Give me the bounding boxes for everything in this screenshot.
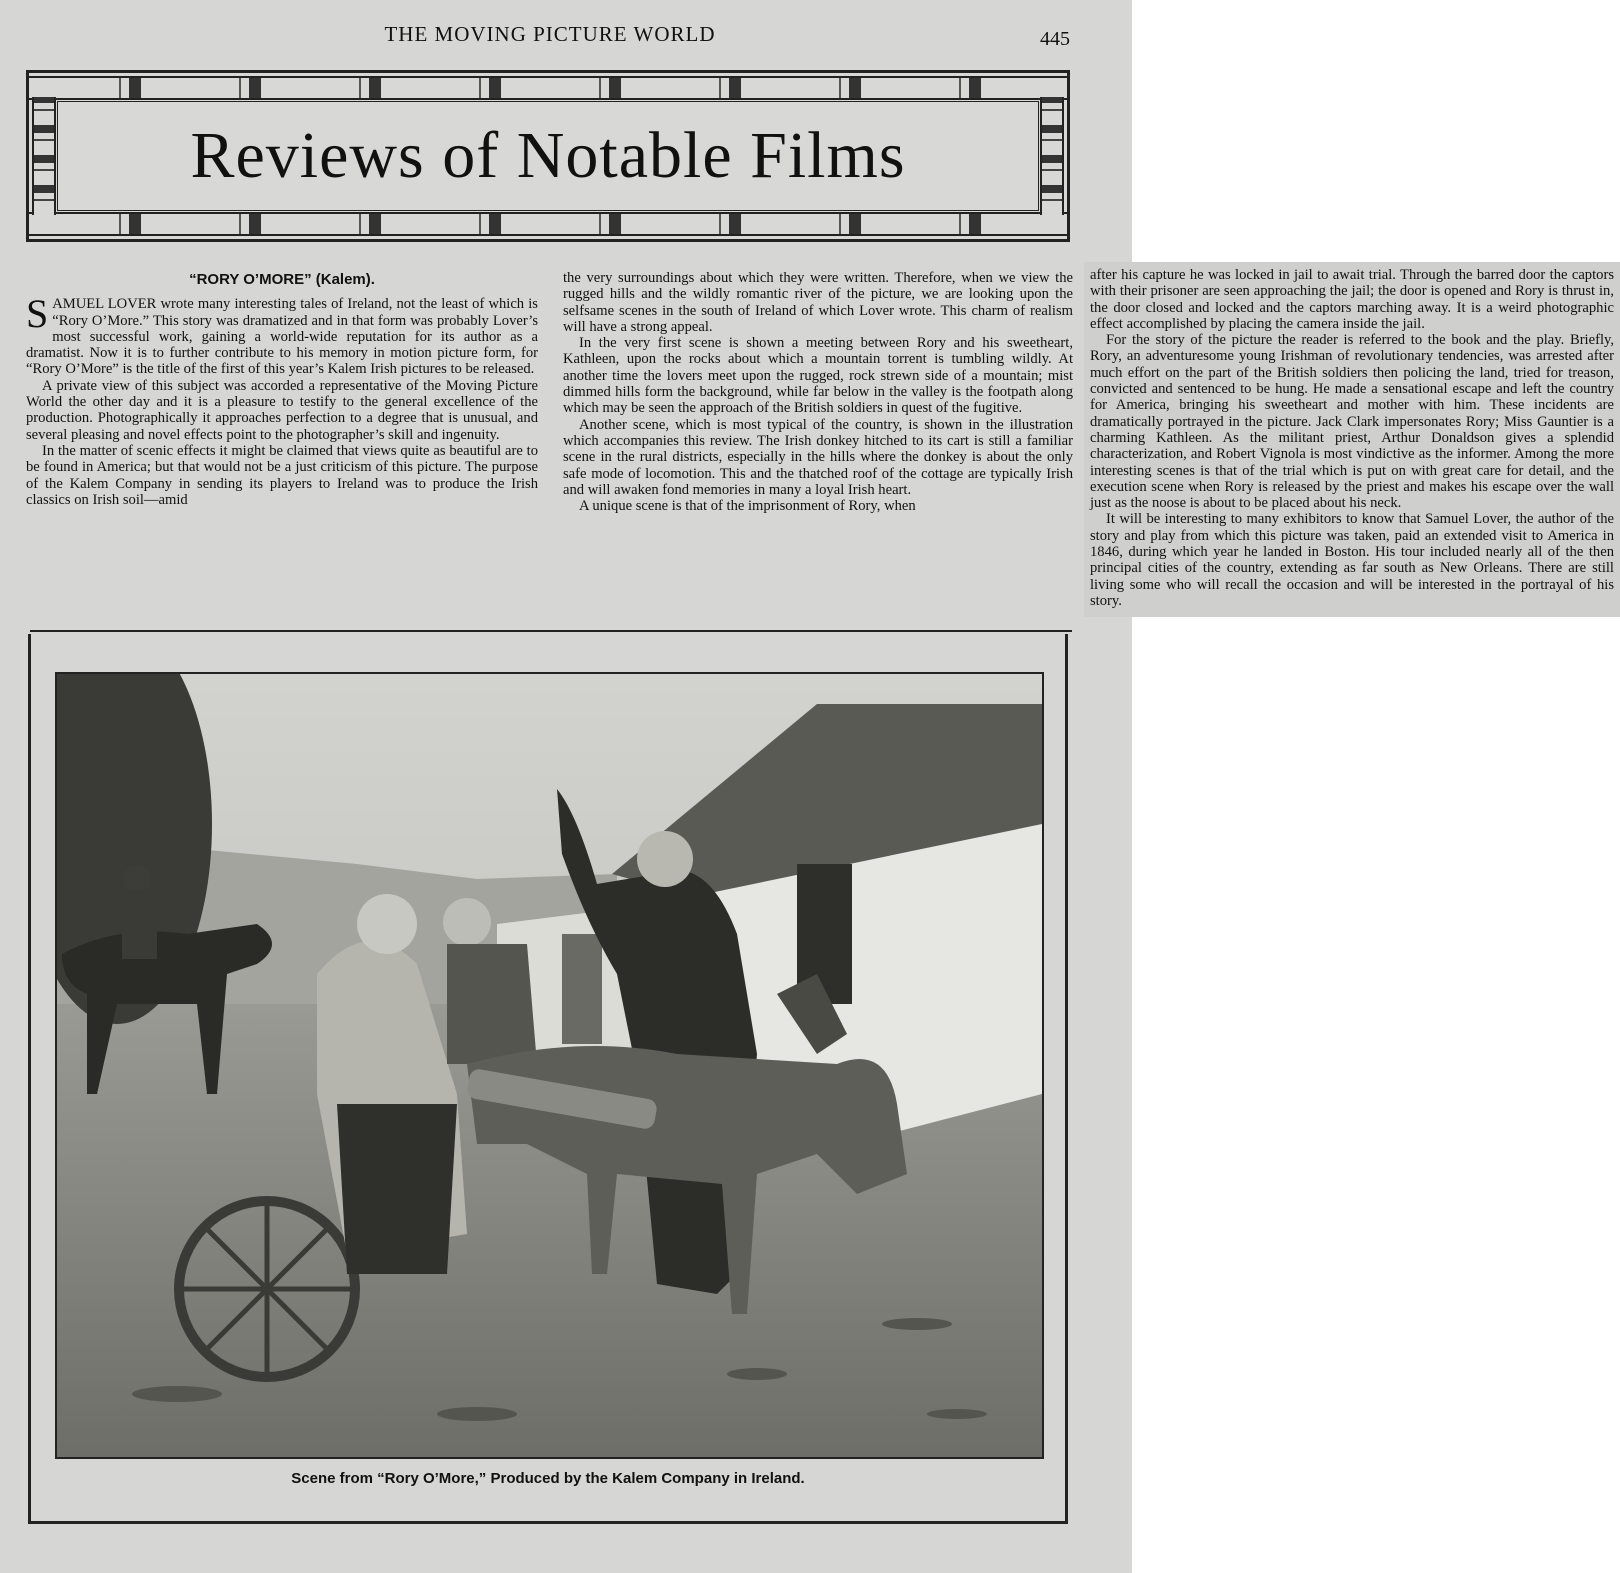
ornamental-border-right <box>1040 97 1064 215</box>
article-paragraph: It will be interesting to many exhibitors to know that Samuel Lover, the author of the story and play from which this picture was taken, paid an extended visit to America in 1846, during which year he landed in Boston. His tour included nearly all of the then principal cities of the country, extending as far south as New Orleans. There are still living some who will recall the occasion and will be interested in the portrayal of his story. <box>1090 511 1614 609</box>
review-title: “RORY O’MORE” (Kalem). <box>189 271 375 288</box>
banner-frame <box>55 99 1041 213</box>
figure-caption: Scene from “Rory O’More,” Produced by the Kalem Company in Ireland. <box>291 1470 805 1487</box>
article-paragraph: In the very first scene is shown a meeting between Rory and his sweetheart, Kathleen, upon the rocks about which a mountain torrent is tumbling wildly. At another time the lovers meet upon the rugged, rock strewn side of a mountain; mist dimmed hills form the background, while far below in the valley is the footpath along which may be seen the approach of the British soldiers in quest of the fugitive. <box>563 335 1073 417</box>
section-banner <box>26 70 1070 242</box>
page-number: 445 <box>1040 28 1070 50</box>
article-column-3 <box>1084 262 1620 617</box>
article-paragraph: A private view of this subject was accorded a representative of the Moving Picture World the other day and it is a pleasure to testify to the general excellence of the production. Photographically it approaches perfection to a degree that is unusual, and several pleasing and novel effects point to the photographer’s skill and ingenuity. <box>26 377 538 443</box>
drop-cap: S <box>26 291 49 337</box>
article-column-2 <box>563 270 1073 514</box>
article-paragraph: Another scene, which is most typical of the country, is shown in the illustration which accompanies this review. The Irish donkey hitched to its cart is still a familiar scene in the rural districts, especially in the hills where the donkey is about the only safe mode of locomotion. This and the thatched roof of the cottage are typically Irish and will awaken fond memories in many a loyal Irish heart. <box>563 416 1073 498</box>
article-paragraph: For the story of the picture the reader is referred to the book and the play. Briefly, Rory, an adventuresome young Irishman of revolutionary tendencies, was arrested after much effort on the part of the British soldiers then policing the land, tried for treason, convicted and sentenced to be hung. He made a sensational escape and left the country for America, bringing his sweetheart and mother with him. These incidents are dramatically portrayed in the picture. Jack Clark impersonates Rory; Miss Gauntier is a charming Kathleen. As the militant priest, Arthur Donaldson gives a splendid characterization, and Robert Vignola is most vindictive as the informer. Among the more interesting scenes is that of the trial which is put on with great care for detail, and the execution scene when Rory is released by the priest and makes his escape over the wall just as the noose is about to be placed about his neck. <box>1090 332 1614 512</box>
ornamental-border-left <box>32 97 56 215</box>
paragraph-text: AMUEL LOVER wrote many interesting tales of Ireland, not the least of which is “Rory O’More.” This story was dramatized and in that form was probably Lover’s most successful work, gaining a world-wide reputation for its author as a dramatist. Now it is to further contribute to his memory in motion picture form, for “Rory O’More” is the title of the first of this year’s Kalem Irish pictures to be released. <box>26 296 538 378</box>
article-paragraph: after his capture he was locked in jail to await trial. Through the barred door the captors with their prisoner are seen approaching the jail; the door is opened and Rory is thrust in, the door closed and locked and the captors marching away. It is a weird photographic effect accomplished by placing the camera inside the jail. <box>1090 267 1614 332</box>
ornamental-border-top <box>29 76 1067 100</box>
article-column-1 <box>26 272 538 508</box>
article-paragraph <box>26 291 538 378</box>
ornamental-border-bottom <box>29 212 1067 236</box>
photo-illustration <box>57 674 1042 1457</box>
running-head: THE MOVING PICTURE WORLD <box>384 22 716 46</box>
article-paragraph: A unique scene is that of the imprisonment of Rory, when <box>579 498 916 515</box>
section-title: Reviews of Notable Films <box>190 119 906 192</box>
article-paragraph: the very surroundings about which they were written. Therefore, when we view the rugged hills and the wildly romantic river of the picture, we are looking upon the selfsame scenes in the south of Ireland of which Lover wrote. This charm of realism will have a strong appeal. <box>563 270 1073 335</box>
horizontal-rule <box>30 630 1072 632</box>
article-paragraph: In the matter of scenic effects it might be claimed that views quite as beautiful are to be found in America; but that would not be a just criticism of this picture. The purpose of the Kalem Company in sending its players to Ireland was to produce the Irish classics on Irish soil—amid <box>26 442 538 508</box>
scene-photograph <box>55 672 1044 1459</box>
